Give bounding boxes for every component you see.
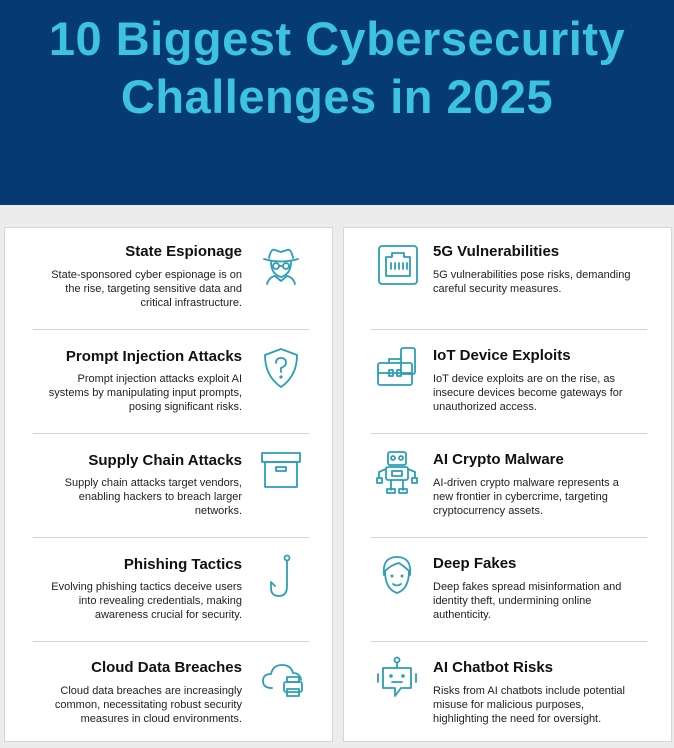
- challenge-item: [5, 228, 334, 328]
- item-description: IoT device exploits are on the rise, as insecure devices become gateways for unauthorized access.: [433, 373, 623, 413]
- divider: [371, 537, 647, 538]
- item-description: AI-driven crypto malware represents a new frontier in cybercrime, targeting cryptocurrency assets.: [433, 477, 619, 517]
- divider: [33, 329, 309, 330]
- divider: [371, 433, 647, 434]
- item-title: Prompt Injection Attacks: [65, 348, 242, 365]
- item-title: Cloud Data Breaches: [91, 659, 242, 676]
- item-description: Prompt injection attacks exploit AI systems by manipulating input prompts, posing significant risks.: [48, 373, 242, 413]
- item-description: State-sponsored cyber espionage is on the rise, targeting sensitive data and critical infrastructure.: [51, 269, 242, 309]
- item-title: Phishing Tactics: [123, 556, 242, 573]
- fish-hook-icon: [259, 554, 303, 598]
- title-line-1: 10 Biggest Cybersecurity: [48, 12, 626, 65]
- challenge-item: [344, 332, 673, 432]
- item-description: Supply chain attacks target vendors, enabling hackers to breach larger networks.: [64, 477, 242, 517]
- left-card: [4, 227, 333, 742]
- challenge-item: [344, 228, 673, 328]
- challenge-item: [5, 332, 334, 432]
- header-banner: [0, 0, 674, 205]
- shield-question-icon: [259, 346, 303, 390]
- item-description: Cloud data breaches are increasingly common, necessitating robust security measures in cloud environments.: [54, 685, 242, 725]
- item-title: Supply Chain Attacks: [88, 452, 242, 469]
- item-description: 5G vulnerabilities pose risks, demanding careful security measures.: [433, 269, 631, 295]
- divider: [33, 433, 309, 434]
- network-port-icon: [376, 243, 420, 287]
- item-description: Evolving phishing tactics deceive users into revealing credentials, making awareness crucial for security.: [51, 581, 242, 621]
- right-card: [343, 227, 672, 742]
- spy-icon: [259, 242, 303, 286]
- devices-icon: [375, 345, 419, 389]
- item-title: State Espionage: [125, 243, 242, 260]
- challenge-item: [344, 540, 673, 640]
- item-description: Deep fakes spread misinformation and identity theft, undermining online authenticity.: [433, 581, 622, 621]
- challenge-item: [344, 644, 673, 742]
- chatbot-icon: [375, 656, 419, 700]
- face-icon: [375, 553, 419, 597]
- title-line-2: Challenges in 2025: [120, 70, 554, 123]
- divider: [371, 329, 647, 330]
- divider: [371, 641, 647, 642]
- challenge-item: [5, 436, 334, 536]
- challenge-item: [5, 644, 334, 742]
- item-title: AI Crypto Malware: [433, 451, 564, 468]
- robot-icon: [375, 450, 419, 494]
- item-title: Deep Fakes: [433, 555, 517, 572]
- challenge-item: [5, 540, 334, 640]
- divider: [33, 537, 309, 538]
- box-icon: [259, 448, 303, 492]
- item-description: Risks from AI chatbots include potential misuse for malicious purposes, highlighting the need for oversight.: [433, 685, 625, 725]
- item-title: AI Chatbot Risks: [433, 659, 554, 676]
- challenge-item: [344, 436, 673, 536]
- item-title: 5G Vulnerabilities: [433, 243, 560, 260]
- cloud-printer-icon: [260, 658, 304, 702]
- divider: [33, 641, 309, 642]
- page-title: [0, 10, 674, 126]
- item-title: IoT Device Exploits: [433, 347, 571, 364]
